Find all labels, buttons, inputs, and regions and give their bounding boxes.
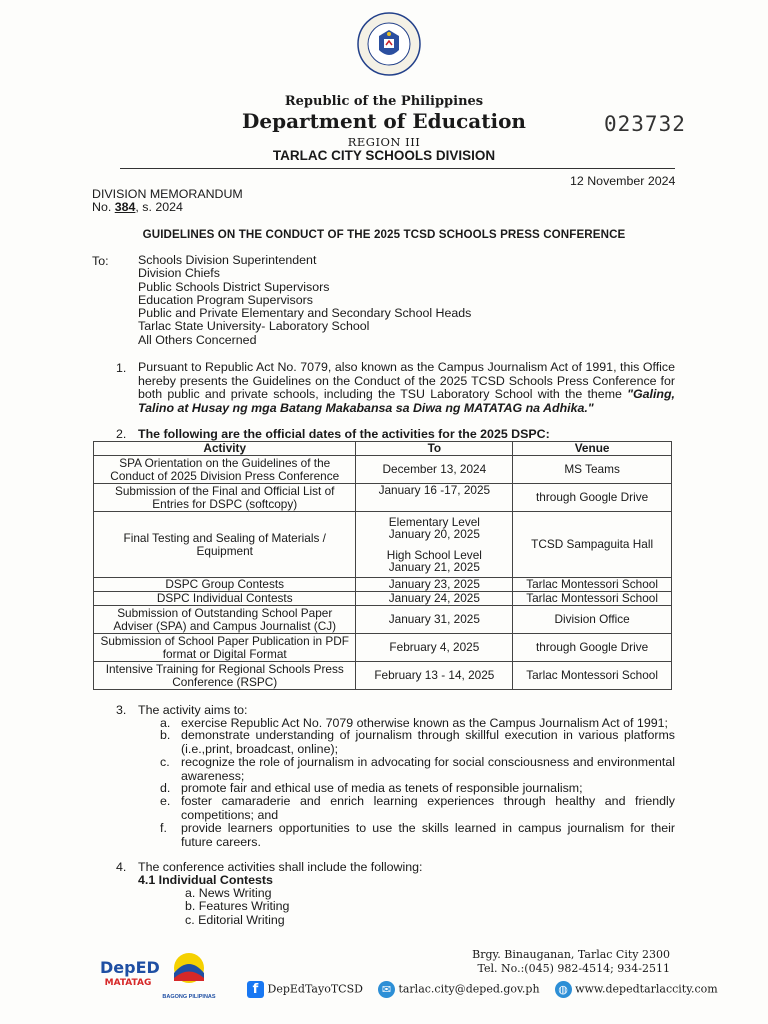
document-number: 023732 (604, 112, 686, 136)
header-to: To (356, 442, 513, 456)
email-icon: ✉ (378, 981, 395, 998)
para-3-number: 3. (116, 703, 127, 717)
table-row: Final Testing and Sealing of Materials / Equipment Elementary Level January 20, 2025 High School Level January 21, 2025 TCSD Sampaguita Hall (94, 512, 672, 578)
para-2-number: 2. (116, 427, 127, 441)
recipient: Public and Private Elementary and Secondary School Heads (138, 306, 472, 321)
recipient-list (138, 254, 471, 347)
contest-list (185, 887, 289, 927)
recipient: Public Schools District Supervisors (138, 279, 330, 294)
table-row: Intensive Training for Regional Schools Press Conference (RSPC) February 13 - 14, 2025 Tarlac Montessori School (94, 662, 672, 690)
recipient: Schools Division Superintendent (138, 253, 317, 267)
para-3: The activity aims to: (138, 703, 248, 717)
table-row: Submission of School Paper Publication in PDF format or Digital Format February 4, 2025 through Google Drive (94, 634, 672, 662)
department-title: Department of Education (242, 109, 526, 133)
memo-title: GUIDELINES ON THE CONDUCT OF THE 2025 TCSD SCHOOLS PRESS CONFERENCE (142, 228, 626, 241)
table-row: SPA Orientation on the Guidelines of the Conduct of 2025 Division Press Conference December 13, 2024 MS Teams (94, 456, 672, 484)
para-4: The conference activities shall include the following: (138, 860, 423, 874)
memo-type: DIVISION MEMORANDUM (92, 187, 243, 201)
facebook-icon: f (247, 981, 264, 998)
table-row: Submission of Outstanding School Paper Adviser (SPA) and Campus Journalist (CJ) January 31, 2025 Division Office (94, 606, 672, 634)
para-1: Pursuant to Republic Act No. 7079, also known as the Campus Journalism Act of 1991, this Office hereby presents the Guidelines on the Conduct of the 2025 TCSD Schools Press Conference for both public and private schools, including the TSU Laboratory School with the theme "Galing, Talino at Husay ng mga Batang Makabansa sa Diwa ng MATATAG na Adhika." (138, 360, 675, 415)
website-link[interactable]: www.depedtarlaccity.com (575, 982, 718, 996)
para-4-number: 4. (116, 860, 127, 874)
division-line: TARLAC CITY SCHOOLS DIVISION (272, 148, 496, 163)
header-venue: Venue (513, 442, 672, 456)
recipient: Education Program Supervisors (138, 292, 313, 307)
activities-table (93, 441, 672, 690)
footer-contacts (247, 981, 718, 998)
list-item: c. Editorial Writing (185, 912, 285, 927)
footer-address: Brgy. Binauganan, Tarlac City 2300 (472, 948, 670, 961)
deped-seal-logo (357, 12, 421, 76)
table-row: DSPC Group Contests January 23, 2025 Tarlac Montessori School (94, 578, 672, 592)
recipient: Division Chiefs (138, 266, 220, 281)
memo-date: 12 November 2024 (570, 174, 676, 188)
bagong-pilipinas-logo: BAGONG PILIPINAS (160, 951, 218, 1000)
republic-line: Republic of the Philippines (284, 94, 484, 109)
table-header-row (94, 442, 672, 456)
region-line: REGION III (347, 135, 421, 149)
footer-telephone: Tel. No.:(045) 982-4514; 934-2511 (477, 962, 670, 975)
deped-matatag-logo: DepED MATATAG (100, 958, 160, 988)
to-label: To: (92, 254, 109, 268)
recipient: All Others Concerned (138, 332, 257, 347)
sub-heading-individual-contests: 4.1 Individual Contests (138, 873, 273, 887)
header-divider (120, 168, 675, 169)
memo-number: No. 384, s. 2024 (92, 200, 183, 214)
para-1-number: 1. (116, 361, 127, 375)
facebook-link[interactable]: DepEdTayoTCSD (267, 982, 363, 996)
table-row: DSPC Individual Contests January 24, 2025 Tarlac Montessori School (94, 592, 672, 606)
email-link[interactable]: tarlac.city@deped.gov.ph (398, 982, 540, 996)
list-item: b. Features Writing (185, 899, 290, 914)
table-row: Submission of the Final and Official List of Entries for DSPC (softcopy) January 16 -17, 2025 through Google Drive (94, 484, 672, 512)
header-activity: Activity (94, 442, 356, 456)
list-item: a. News Writing (185, 886, 272, 900)
globe-icon: ◍ (555, 981, 572, 998)
recipient: Tarlac State University- Laboratory School (138, 319, 370, 334)
para-2: The following are the official dates of the activities for the 2025 DSPC: (138, 427, 550, 441)
